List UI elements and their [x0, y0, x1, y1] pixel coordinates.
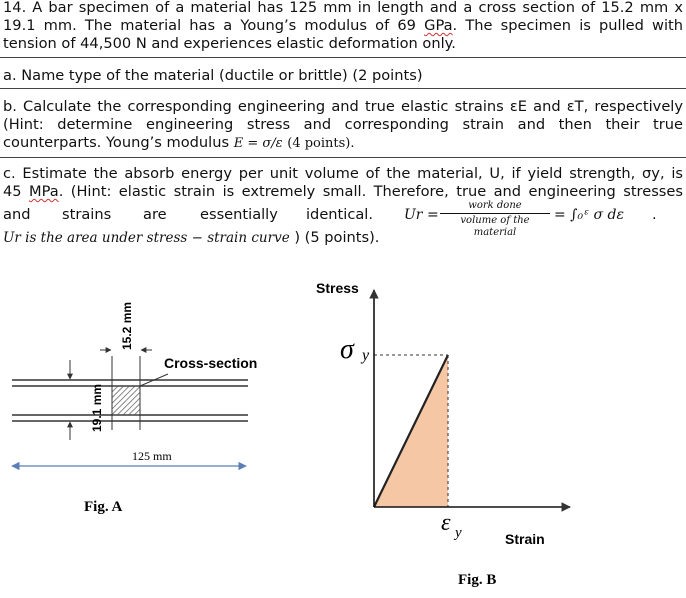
ur-definition: Ur is the area under stress − strain curve: [3, 230, 290, 246]
height-label: 19.1 mm: [90, 383, 104, 432]
c3-word: essentially: [200, 206, 278, 223]
q2-part-b: . The specimen is pulled with: [452, 17, 684, 34]
c2-part-b: . (Hint: elastic strain is extremely small. Therefore, true and engineering stresses: [58, 183, 683, 200]
cross-section-hatch: [112, 386, 140, 415]
mpa-unit: MPa: [29, 183, 59, 200]
fig-a-specimen: [12, 370, 248, 430]
c3-word: strains: [62, 206, 112, 223]
c2-part-a: 45: [3, 183, 29, 200]
length-label: 125 mm: [132, 449, 172, 463]
ur-symbol: Ur =: [404, 207, 439, 223]
fraction-denominator: volume of the material: [460, 215, 530, 238]
strain-label: Strain: [505, 531, 545, 547]
c3-word: identical.: [306, 206, 373, 223]
integral-formula: = ∫₀ᵋ σ dε: [554, 207, 625, 223]
epsilon-y-subscript: y: [455, 525, 462, 541]
b3-points: (4 points).: [287, 136, 355, 151]
question-line-3: tension of 44,500 N and experiences elastic deformation only.: [3, 35, 456, 52]
stress-label: Stress: [316, 280, 359, 296]
epsilon-y-symbol: ε: [441, 510, 451, 536]
question-line-1: 14. A bar specimen of a material has 125 mm in length and a cross section of 15.2 mm x: [3, 0, 683, 16]
cross-section-label: Cross-section: [164, 355, 258, 371]
width-label: 15.2 mm: [120, 301, 134, 350]
dimension-length: [12, 449, 246, 466]
c3-word: are: [143, 206, 167, 223]
gpa-unit: GPa: [424, 17, 453, 34]
b3-text: counterparts. Young’s modulus: [3, 134, 234, 151]
c3-end: .: [652, 206, 657, 223]
sigma-y-subscript: y: [362, 347, 370, 364]
fig-a-caption: Fig. A: [84, 499, 123, 515]
dimension-height: [70, 360, 104, 440]
c4-end: ) (5 points).: [294, 229, 380, 246]
fig-b-caption: Fig. B: [458, 572, 497, 588]
c3-word: and: [3, 206, 31, 223]
part-c-line-1: c. Estimate the absorb energy per unit volume of the material, U, if yield strength, σy, is: [3, 165, 683, 182]
part-b-line-2: (Hint: determine engineering stress and corresponding strain and then their true: [3, 116, 683, 133]
fig-b-chart: [374, 290, 570, 507]
part-b-line-1: b. Calculate the corresponding engineering and true elastic strains εE and εT, respectively: [3, 98, 683, 115]
part-a: a. Name type of the material (ductile or brittle) (2 points): [3, 67, 423, 84]
q2-part-a: 19.1 mm. The material has a Young’s modulus of 69: [3, 17, 425, 34]
youngs-formula: E = σ/ε: [233, 136, 283, 151]
dimension-width: [100, 302, 152, 372]
fraction-numerator: work done: [468, 200, 522, 211]
sigma-y-symbol: σ: [340, 334, 354, 365]
